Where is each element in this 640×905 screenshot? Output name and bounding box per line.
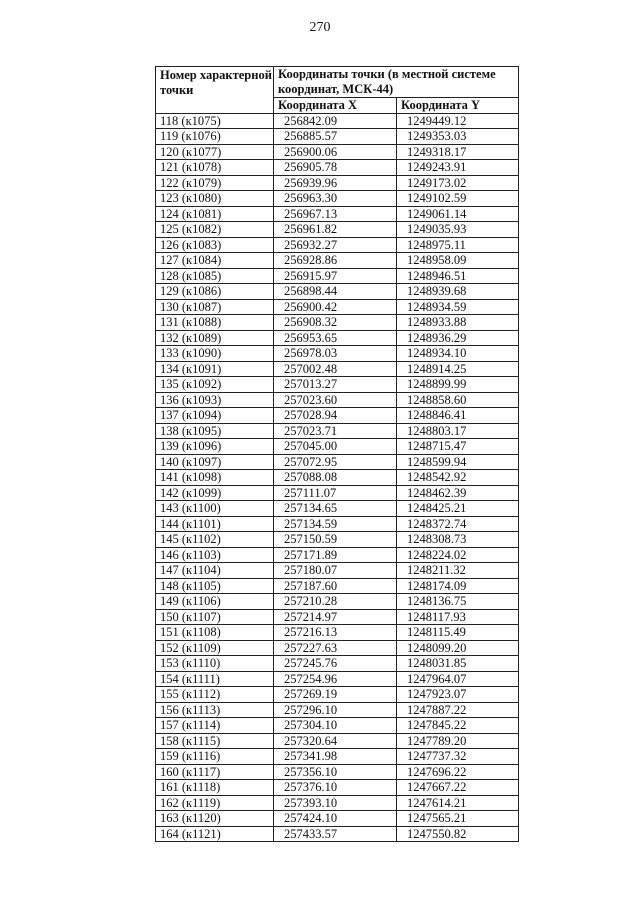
point-number-cell: 132 (к1089) (156, 330, 274, 346)
coordinate-x-cell: 257150.59 (274, 532, 397, 548)
table-row (156, 532, 519, 548)
table-row (156, 377, 519, 393)
coordinate-x-cell: 256898.44 (274, 284, 397, 300)
table-row (156, 408, 519, 424)
table-row (156, 346, 519, 362)
coordinates-table (155, 66, 519, 842)
header-coordinate-y: Координата Y (397, 98, 519, 114)
coordinate-y-cell: 1248934.59 (397, 299, 519, 315)
coordinate-x-cell: 257134.59 (274, 516, 397, 532)
coordinate-y-cell: 1248372.74 (397, 516, 519, 532)
table-row (156, 160, 519, 176)
point-number-cell: 130 (к1087) (156, 299, 274, 315)
table-body (156, 113, 519, 842)
table-row (156, 253, 519, 269)
table-row (156, 191, 519, 207)
header-coordinates-group: Координаты точки (в местной системе координат, МСК-44) (274, 67, 519, 98)
coordinate-y-cell: 1248914.25 (397, 361, 519, 377)
table-row (156, 625, 519, 641)
table-row (156, 454, 519, 470)
coordinate-y-cell: 1248211.32 (397, 563, 519, 579)
coordinate-y-cell: 1248899.99 (397, 377, 519, 393)
coordinate-x-cell: 257296.10 (274, 702, 397, 718)
coordinate-y-cell: 1248031.85 (397, 656, 519, 672)
coordinate-y-cell: 1249318.17 (397, 144, 519, 160)
point-number-cell: 151 (к1108) (156, 625, 274, 641)
point-number-cell: 155 (к1112) (156, 687, 274, 703)
coordinate-y-cell: 1249243.91 (397, 160, 519, 176)
point-number-cell: 122 (к1079) (156, 175, 274, 191)
table-row (156, 423, 519, 439)
point-number-cell: 125 (к1082) (156, 222, 274, 238)
coordinate-x-cell: 257088.08 (274, 470, 397, 486)
coordinate-y-cell: 1249102.59 (397, 191, 519, 207)
page-number: 270 (309, 20, 331, 35)
table-row (156, 113, 519, 129)
point-number-cell: 156 (к1113) (156, 702, 274, 718)
coordinate-x-cell: 256900.06 (274, 144, 397, 160)
point-number-cell: 146 (к1103) (156, 547, 274, 563)
coordinate-y-cell: 1247964.07 (397, 671, 519, 687)
coordinate-x-cell: 257002.48 (274, 361, 397, 377)
table-row (156, 811, 519, 827)
coordinate-x-cell: 256915.97 (274, 268, 397, 284)
point-number-cell: 160 (к1117) (156, 764, 274, 780)
point-number-cell: 135 (к1092) (156, 377, 274, 393)
coordinate-x-cell: 257013.27 (274, 377, 397, 393)
coordinate-x-cell: 256842.09 (274, 113, 397, 129)
table-row (156, 144, 519, 160)
point-number-cell: 162 (к1119) (156, 795, 274, 811)
point-number-cell: 141 (к1098) (156, 470, 274, 486)
coordinate-x-cell: 257023.71 (274, 423, 397, 439)
coordinate-x-cell: 256967.13 (274, 206, 397, 222)
header-coordinate-x: Координата X (274, 98, 397, 114)
point-number-cell: 154 (к1111) (156, 671, 274, 687)
point-number-cell: 152 (к1109) (156, 640, 274, 656)
table-row (156, 175, 519, 191)
coordinate-x-cell: 257227.63 (274, 640, 397, 656)
point-number-cell: 133 (к1090) (156, 346, 274, 362)
coordinate-x-cell: 257254.96 (274, 671, 397, 687)
coordinate-x-cell: 256900.42 (274, 299, 397, 315)
coordinate-y-cell: 1248858.60 (397, 392, 519, 408)
point-number-cell: 137 (к1094) (156, 408, 274, 424)
coordinate-y-cell: 1247923.07 (397, 687, 519, 703)
coordinate-x-cell: 257245.76 (274, 656, 397, 672)
coordinate-x-cell: 256932.27 (274, 237, 397, 253)
point-number-cell: 153 (к1110) (156, 656, 274, 672)
point-number-cell: 143 (к1100) (156, 501, 274, 517)
coordinate-y-cell: 1247845.22 (397, 718, 519, 734)
point-number-cell: 129 (к1086) (156, 284, 274, 300)
table-row (156, 563, 519, 579)
coordinate-x-cell: 257320.64 (274, 733, 397, 749)
table-row (156, 315, 519, 331)
coordinate-x-cell: 257023.60 (274, 392, 397, 408)
table-row (156, 578, 519, 594)
table-row (156, 547, 519, 563)
coordinate-x-cell: 257356.10 (274, 764, 397, 780)
point-number-cell: 134 (к1091) (156, 361, 274, 377)
coordinate-y-cell: 1248462.39 (397, 485, 519, 501)
coordinate-x-cell: 257171.89 (274, 547, 397, 563)
point-number-cell: 121 (к1078) (156, 160, 274, 176)
table-row (156, 501, 519, 517)
coordinate-y-cell: 1247565.21 (397, 811, 519, 827)
coordinate-x-cell: 256908.32 (274, 315, 397, 331)
table-row (156, 299, 519, 315)
table-row (156, 206, 519, 222)
table-row (156, 826, 519, 842)
coordinate-x-cell: 256939.96 (274, 175, 397, 191)
coordinate-y-cell: 1248224.02 (397, 547, 519, 563)
point-number-cell: 124 (к1081) (156, 206, 274, 222)
table-row (156, 640, 519, 656)
point-number-cell: 150 (к1107) (156, 609, 274, 625)
table-row (156, 330, 519, 346)
coordinate-y-cell: 1248099.20 (397, 640, 519, 656)
table-row (156, 749, 519, 765)
point-number-cell: 159 (к1116) (156, 749, 274, 765)
table-row (156, 687, 519, 703)
coordinate-x-cell: 257180.07 (274, 563, 397, 579)
coordinate-x-cell: 256963.30 (274, 191, 397, 207)
coordinate-x-cell: 256928.86 (274, 253, 397, 269)
coordinate-y-cell: 1249173.02 (397, 175, 519, 191)
table-row (156, 361, 519, 377)
coordinate-y-cell: 1248599.94 (397, 454, 519, 470)
point-number-cell: 161 (к1118) (156, 780, 274, 796)
coordinate-x-cell: 256885.57 (274, 129, 397, 145)
coordinate-x-cell: 257134.65 (274, 501, 397, 517)
table-row (156, 439, 519, 455)
coordinate-x-cell: 257045.00 (274, 439, 397, 455)
coordinate-y-cell: 1247887.22 (397, 702, 519, 718)
coordinate-y-cell: 1248934.10 (397, 346, 519, 362)
point-number-cell: 139 (к1096) (156, 439, 274, 455)
coordinate-x-cell: 257393.10 (274, 795, 397, 811)
point-number-cell: 140 (к1097) (156, 454, 274, 470)
coordinate-y-cell: 1248946.51 (397, 268, 519, 284)
table-row (156, 718, 519, 734)
coordinate-y-cell: 1249449.12 (397, 113, 519, 129)
coordinate-x-cell: 257072.95 (274, 454, 397, 470)
coordinate-y-cell: 1248936.29 (397, 330, 519, 346)
point-number-cell: 128 (к1085) (156, 268, 274, 284)
coordinate-x-cell: 257210.28 (274, 594, 397, 610)
coordinate-y-cell: 1247667.22 (397, 780, 519, 796)
coordinate-y-cell: 1248939.68 (397, 284, 519, 300)
table-row (156, 237, 519, 253)
point-number-cell: 145 (к1102) (156, 532, 274, 548)
coordinate-y-cell: 1248958.09 (397, 253, 519, 269)
point-number-cell: 138 (к1095) (156, 423, 274, 439)
table-row (156, 268, 519, 284)
table-row (156, 470, 519, 486)
coordinate-x-cell: 257341.98 (274, 749, 397, 765)
coordinate-y-cell: 1249035.93 (397, 222, 519, 238)
point-number-cell: 158 (к1115) (156, 733, 274, 749)
table-row (156, 485, 519, 501)
table-row (156, 764, 519, 780)
coordinate-y-cell: 1247550.82 (397, 826, 519, 842)
table-row (156, 129, 519, 145)
table-row (156, 795, 519, 811)
coordinate-y-cell: 1247789.20 (397, 733, 519, 749)
coordinate-y-cell: 1248117.93 (397, 609, 519, 625)
table-row (156, 671, 519, 687)
table-row (156, 702, 519, 718)
coordinate-x-cell: 257304.10 (274, 718, 397, 734)
coordinate-y-cell: 1248846.41 (397, 408, 519, 424)
point-number-cell: 147 (к1104) (156, 563, 274, 579)
point-number-cell: 131 (к1088) (156, 315, 274, 331)
point-number-cell: 126 (к1083) (156, 237, 274, 253)
point-number-cell: 127 (к1084) (156, 253, 274, 269)
point-number-cell: 136 (к1093) (156, 392, 274, 408)
coordinate-y-cell: 1248174.09 (397, 578, 519, 594)
coordinate-y-cell: 1248803.17 (397, 423, 519, 439)
coordinate-y-cell: 1248136.75 (397, 594, 519, 610)
coordinate-y-cell: 1248715.47 (397, 439, 519, 455)
coordinate-x-cell: 257376.10 (274, 780, 397, 796)
table-row (156, 392, 519, 408)
coordinate-x-cell: 257216.13 (274, 625, 397, 641)
table-row (156, 780, 519, 796)
table-row (156, 516, 519, 532)
point-number-cell: 148 (к1105) (156, 578, 274, 594)
coordinate-x-cell: 256905.78 (274, 160, 397, 176)
coordinate-x-cell: 257269.19 (274, 687, 397, 703)
table-row (156, 594, 519, 610)
coordinate-x-cell: 257111.07 (274, 485, 397, 501)
point-number-cell: 164 (к1121) (156, 826, 274, 842)
coordinate-y-cell: 1249353.03 (397, 129, 519, 145)
coordinate-y-cell: 1248933.88 (397, 315, 519, 331)
coordinate-x-cell: 256961.82 (274, 222, 397, 238)
coordinate-y-cell: 1248308.73 (397, 532, 519, 548)
point-number-cell: 142 (к1099) (156, 485, 274, 501)
coordinate-y-cell: 1248975.11 (397, 237, 519, 253)
table-row (156, 656, 519, 672)
coordinate-y-cell: 1247737.32 (397, 749, 519, 765)
coordinate-y-cell: 1248542.92 (397, 470, 519, 486)
coordinate-x-cell: 256978.03 (274, 346, 397, 362)
coordinate-x-cell: 257214.97 (274, 609, 397, 625)
coordinate-y-cell: 1248115.49 (397, 625, 519, 641)
table-row (156, 609, 519, 625)
coordinate-y-cell: 1248425.21 (397, 501, 519, 517)
coordinate-x-cell: 256953.65 (274, 330, 397, 346)
point-number-cell: 123 (к1080) (156, 191, 274, 207)
point-number-cell: 157 (к1114) (156, 718, 274, 734)
coordinate-y-cell: 1249061.14 (397, 206, 519, 222)
coordinate-y-cell: 1247696.22 (397, 764, 519, 780)
point-number-cell: 118 (к1075) (156, 113, 274, 129)
point-number-cell: 119 (к1076) (156, 129, 274, 145)
table-row (156, 733, 519, 749)
point-number-cell: 144 (к1101) (156, 516, 274, 532)
table-row (156, 284, 519, 300)
header-point-number: Номер характерной точки (156, 67, 274, 114)
point-number-cell: 120 (к1077) (156, 144, 274, 160)
coordinate-x-cell: 257028.94 (274, 408, 397, 424)
coordinate-x-cell: 257433.57 (274, 826, 397, 842)
table-row (156, 222, 519, 238)
coordinate-y-cell: 1247614.21 (397, 795, 519, 811)
coordinate-x-cell: 257187.60 (274, 578, 397, 594)
coordinate-x-cell: 257424.10 (274, 811, 397, 827)
point-number-cell: 163 (к1120) (156, 811, 274, 827)
point-number-cell: 149 (к1106) (156, 594, 274, 610)
